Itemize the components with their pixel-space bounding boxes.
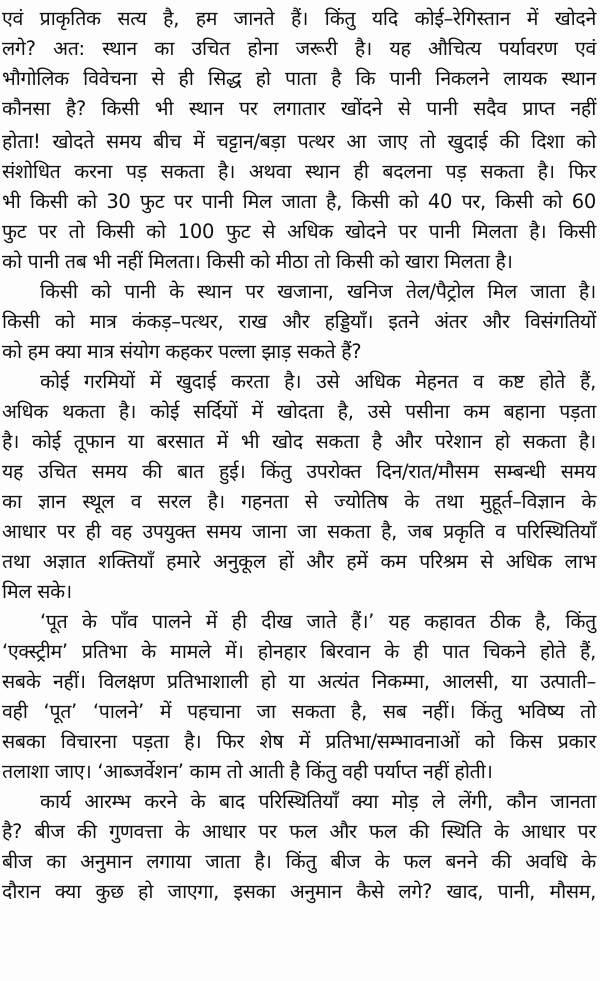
text-line: कौनसा है? किसी भी स्थान पर लगातार खोंदने से पानी सदैव प्राप्त नहीं [2, 97, 596, 120]
text-line: को पानी तब भी नहीं मिलता। किसी को मीठा तो किसी को खारा मिलता है। [2, 250, 513, 273]
text-line: भौगोलिक विवेचना से ही सिद्ध हो पाता है कि पानी निकलने लायक स्थान [2, 67, 596, 90]
text-line: एवं प्राकृतिक सत्य है, हम जानते हैं। किंतु यदि कोई–रेगिस्तान में खोदने [2, 7, 596, 30]
text-line: संशोधित करना पड़ सकता है। अथवा स्थान ही बदलना पड़ सकता है। फिर [2, 160, 596, 183]
text-line: तलाशा जाए। ‘आब्जर्वेशन’ काम तो आती है किंतु वही पर्याप्त नहीं होती। [2, 760, 493, 783]
paragraph-start-line: कोई गरमियों में खुदाई करता है। उसे अधिक मेहनत व कष्ट होते हैं, [40, 370, 596, 393]
text-line: आधार पर ही वह उपयुक्त समय जाना जा सकता है, जब प्रकृति व परिस्थितियाँ [2, 520, 596, 543]
text-line: होता! खोदते समय बीच में चट्टान/बड़ा पत्थर आ जाए तो खुदाई की दिशा को [2, 130, 596, 153]
text-line: है। कोई तूफान या बरसात में भी खोद सकता है और परेशान हो सकता है। [2, 430, 596, 453]
text-line: लगे? अत: स्थान का उचित होना जरूरी है। यह औचित्य पर्यावरण एवं [2, 37, 596, 60]
text-line: तथा अज्ञात शक्तियाँ हमारे अनुकूल हों और हमें कम परिश्रम से अधिक लाभ [2, 550, 596, 573]
text-line: है? बीज की गुणवत्ता के आधार पर फल और फल की स्थिति के आधार पर [2, 820, 596, 843]
text-line: का ज्ञान स्थूल व सरल है। गहनता से ज्योतिष के तथा मुहूर्त–विज्ञान के [2, 490, 596, 513]
text-line: सबके नहीं। विलक्षण प्रतिभाशाली हो या अत्यंत निकम्मा, आलसी, या उत्पाती– [2, 670, 596, 693]
paragraph-start-line: किसी को पानी के स्थान पर खजाना, खनिज तेल/पैट्रोल मिल जाता है। [40, 280, 596, 303]
paragraph-start-line: ‘पूत के पाँव पालने में ही दीख जाते हैं।’ यह कहावत ठीक है, किंतु [40, 610, 596, 633]
text-line: वही ‘पूत’ ‘पालने’ में पहचाना जा सकता है, सब नहीं। किंतु भविष्य तो [2, 700, 596, 723]
text-line: दौरान क्या कुछ हो जाएगा, इसका अनुमान कैसे लगे? खाद, पानी, मौसम, [2, 880, 596, 903]
text-line: मिल सके। [2, 580, 72, 603]
text-line: किसी को मात्र कंकड़–पत्थर, राख और हड्डियाँ। इतने अंतर और विसंगतियों [2, 310, 596, 333]
text-line: को हम क्या मात्र संयोग कहकर पल्ला झाड़ सकते हैं? [2, 340, 362, 363]
text-line: यह उचित समय की बात हुई। किंतु उपरोक्त दिन/रात/मौसम सम्बन्धी समय [2, 460, 596, 483]
text-line: बीज का अनुमान लगाया जाता है। किंतु बीज के फल बनने की अवधि के [2, 850, 596, 873]
text-line: सबका विचारना पड़ता है। फिर शेष में प्रतिभा/सम्भावनाओं को किस प्रकार [2, 730, 596, 753]
paragraph-start-line: कार्य आरम्भ करने के बाद परिस्थितियाँ क्या मोड़ ले लेंगी, कौन जानता [40, 790, 596, 813]
text-line: ‘एक्स्ट्रीम’ प्रतिभा के मामले में। होनहार बिरवान के ही पात चिकने होते हैं, [2, 640, 596, 663]
text-line: फुट पर तो किसी को 100 फुट से अधिक खोदने पर पानी मिलता है। किसी [2, 220, 596, 243]
text-line: भी किसी को 30 फुट पर पानी मिल जाता है, किसी को 40 पर, किसी को 60 [2, 190, 596, 213]
text-line: अधिक थकता है। कोई सर्दियों में खोदता है, उसे पसीना कम बहाना पड़ता [2, 400, 596, 423]
